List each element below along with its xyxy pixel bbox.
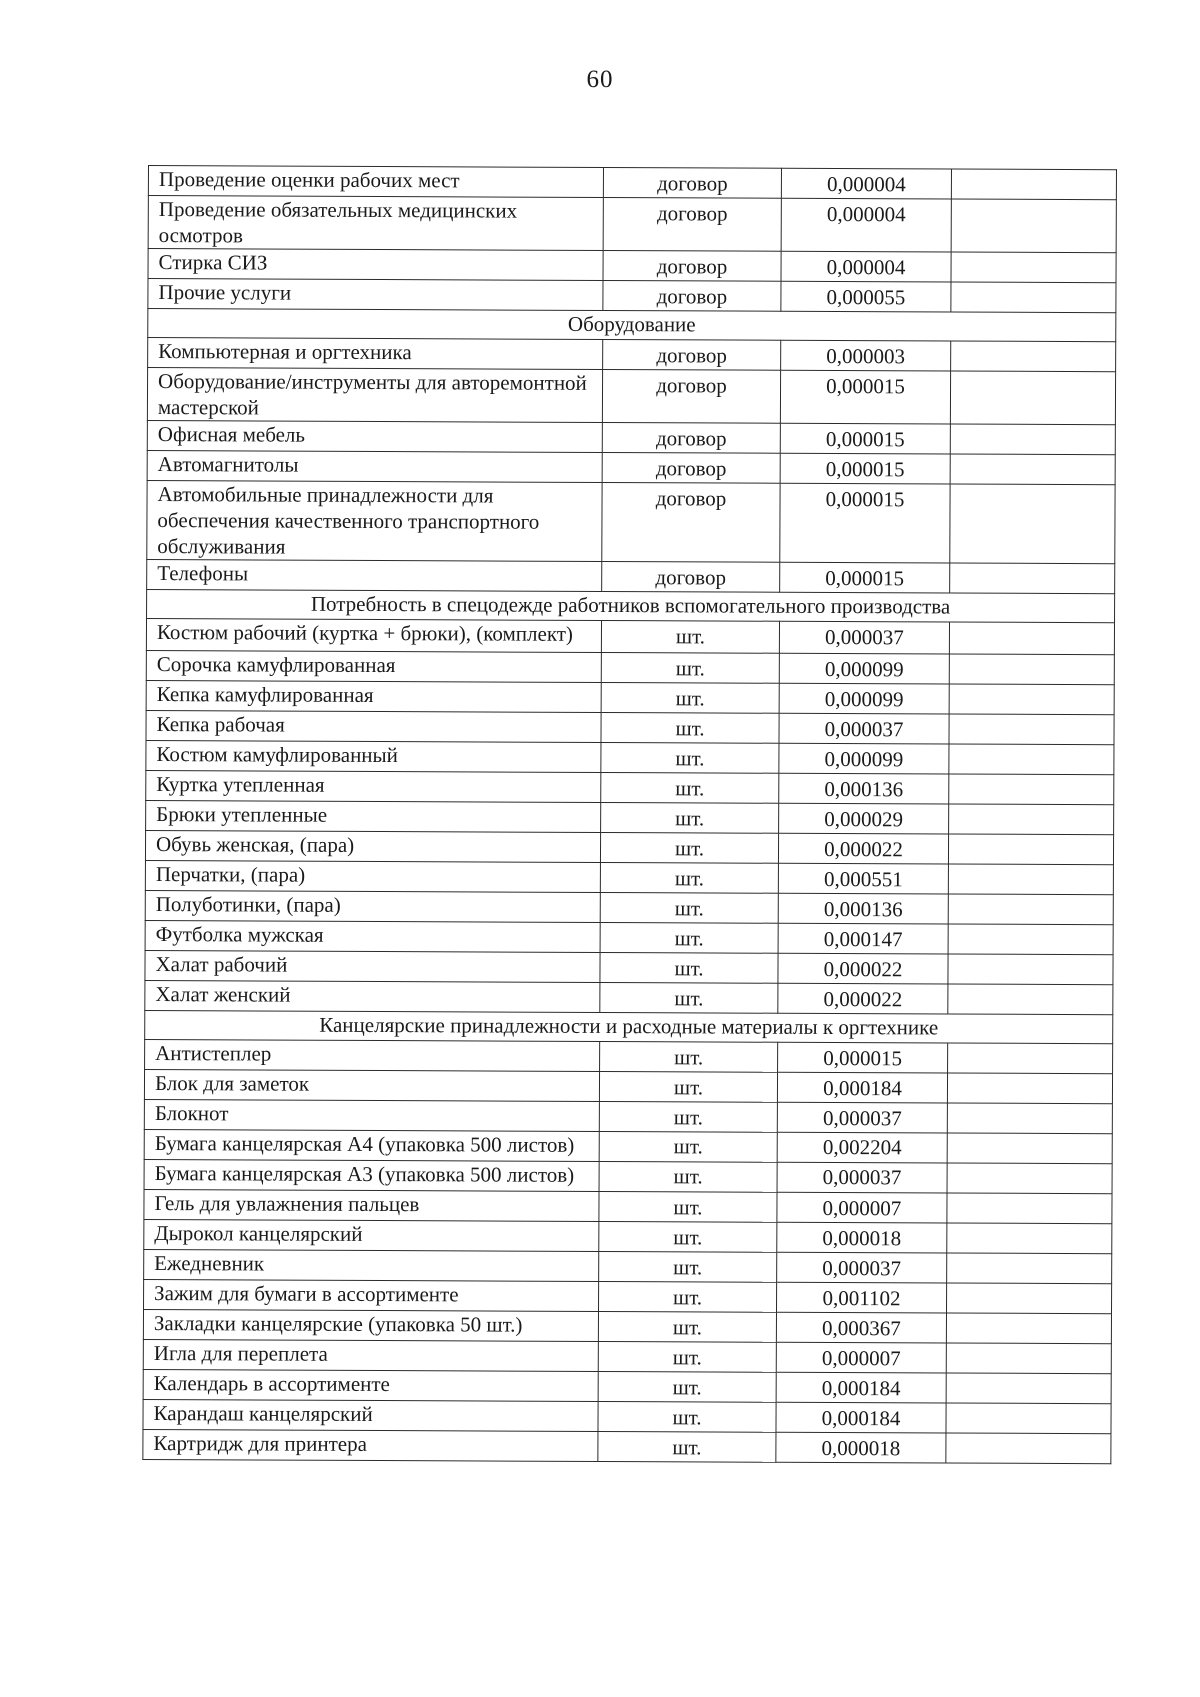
item-name: Сорочка камуфлированная <box>146 650 601 682</box>
item-name: Халат женский <box>145 980 600 1012</box>
item-unit: шт. <box>600 922 778 953</box>
table-row <box>146 770 1114 804</box>
item-unit: шт. <box>599 1221 777 1252</box>
table-row <box>148 249 1116 283</box>
empty-cell <box>950 484 1115 564</box>
item-quantity: 0,000003 <box>781 340 951 371</box>
item-quantity: 0,000099 <box>779 683 949 714</box>
item-name: Бумага канцелярская А3 (упаковка 500 листов) <box>144 1159 599 1191</box>
table-row <box>148 279 1116 313</box>
section-header-row <box>147 589 1115 622</box>
table-row <box>147 480 1115 563</box>
item-unit: договор <box>602 561 780 592</box>
table-row <box>144 1249 1112 1283</box>
empty-cell <box>950 424 1115 455</box>
empty-cell <box>946 1373 1111 1404</box>
empty-cell <box>948 1043 1113 1074</box>
table-row <box>145 980 1113 1014</box>
empty-cell <box>949 804 1114 835</box>
page-number: 60 <box>586 66 614 93</box>
item-unit: шт. <box>601 742 779 773</box>
item-unit: шт. <box>599 1281 777 1312</box>
empty-cell <box>949 774 1114 805</box>
item-unit: договор <box>603 167 781 198</box>
table-row <box>147 420 1115 454</box>
section-title: Потребность в спецодежде работников вспомогательного производства <box>147 589 1115 622</box>
item-unit: шт. <box>601 772 779 803</box>
empty-cell <box>948 924 1113 955</box>
section-title: Канцелярские принадлежности и расходные материалы к оргтехнике <box>145 1010 1113 1043</box>
item-name: Зажим для бумаги в ассортименте <box>144 1279 599 1311</box>
item-name: Картридж для принтера <box>143 1429 598 1461</box>
item-unit: шт. <box>600 1041 778 1072</box>
section-header-row <box>145 1010 1113 1043</box>
item-unit: договор <box>602 452 780 483</box>
item-name: Перчатки, (пара) <box>145 860 600 892</box>
item-unit: шт. <box>601 652 779 683</box>
item-name: Стирка СИЗ <box>148 249 603 281</box>
empty-cell <box>947 1103 1112 1134</box>
item-name: Блокнот <box>144 1099 599 1131</box>
empty-cell <box>949 684 1114 715</box>
table-row <box>145 860 1113 894</box>
item-quantity: 0,000004 <box>781 251 951 282</box>
empty-cell <box>948 984 1113 1015</box>
item-quantity: 0,000551 <box>778 863 948 894</box>
empty-cell <box>949 744 1114 775</box>
item-quantity: 0,000037 <box>779 621 949 654</box>
item-name: Костюм камуфлированный <box>146 740 601 772</box>
item-name: Обувь женская, (пара) <box>145 830 600 862</box>
empty-cell <box>951 199 1116 253</box>
item-unit: шт. <box>598 1341 776 1372</box>
item-name: Закладки канцелярские (упаковка 50 шт.) <box>143 1309 598 1341</box>
table-row <box>146 740 1114 774</box>
item-unit: шт. <box>599 1101 777 1132</box>
empty-cell <box>949 714 1114 745</box>
empty-cell <box>947 1223 1112 1254</box>
item-name: Антистеплер <box>145 1039 600 1071</box>
item-unit: шт. <box>598 1401 776 1432</box>
item-name: Халат рабочий <box>145 950 600 982</box>
empty-cell <box>949 654 1114 685</box>
item-quantity: 0,000029 <box>779 803 949 834</box>
item-name: Футболка мужская <box>145 920 600 952</box>
empty-cell <box>946 1283 1111 1314</box>
item-name: Оборудование/инструменты для авторемонтной мастерской <box>147 368 602 423</box>
table-row <box>146 650 1114 684</box>
item-unit: шт. <box>598 1311 776 1342</box>
table-row <box>143 1369 1111 1403</box>
item-name: Ежедневник <box>144 1249 599 1281</box>
empty-cell <box>951 252 1116 283</box>
table-row <box>144 1099 1112 1133</box>
item-name: Автомагнитолы <box>147 450 602 482</box>
item-quantity: 0,000015 <box>780 423 950 454</box>
item-quantity: 0,001102 <box>777 1282 947 1313</box>
item-unit: договор <box>602 422 780 453</box>
item-unit: шт. <box>600 862 778 893</box>
table-row <box>146 680 1114 714</box>
table-row <box>147 559 1115 593</box>
item-unit: договор <box>603 250 781 281</box>
table-row <box>148 196 1116 253</box>
table-row <box>144 1279 1112 1313</box>
empty-cell <box>947 1193 1112 1224</box>
item-quantity: 0,000018 <box>776 1432 946 1463</box>
item-quantity: 0,000136 <box>778 893 948 924</box>
item-name: Костюм рабочий (куртка + брюки), (комплект) <box>146 618 601 652</box>
empty-cell <box>950 371 1115 425</box>
table-row <box>145 1039 1113 1073</box>
table-row <box>147 450 1115 484</box>
item-quantity: 0,000004 <box>781 168 951 199</box>
item-quantity: 0,000037 <box>777 1252 947 1283</box>
item-unit: шт. <box>600 892 778 923</box>
item-unit: шт. <box>598 1431 776 1462</box>
empty-cell <box>949 622 1114 655</box>
item-unit: шт. <box>600 952 778 983</box>
empty-cell <box>950 563 1115 594</box>
item-quantity: 0,000022 <box>778 983 948 1014</box>
item-name: Игла для переплета <box>143 1339 598 1371</box>
item-name: Календарь в ассортименте <box>143 1369 598 1401</box>
empty-cell <box>948 894 1113 925</box>
item-quantity: 0,000136 <box>779 773 949 804</box>
item-quantity: 0,000099 <box>779 743 949 774</box>
item-quantity: 0,000015 <box>780 562 950 593</box>
item-quantity: 0,000015 <box>778 1042 948 1073</box>
item-unit: шт. <box>600 982 778 1013</box>
table-row <box>145 950 1113 984</box>
item-quantity: 0,000367 <box>776 1312 946 1343</box>
table-row <box>145 890 1113 924</box>
table-row <box>143 1309 1111 1343</box>
item-quantity: 0,000184 <box>776 1402 946 1433</box>
item-quantity: 0,000184 <box>776 1372 946 1403</box>
norms-table-body <box>143 166 1117 1464</box>
item-unit: шт. <box>600 832 778 863</box>
empty-cell <box>951 169 1116 200</box>
empty-cell <box>946 1313 1111 1344</box>
item-name: Проведение обязательных медицинских осмотров <box>148 196 603 251</box>
norms-table <box>142 165 1117 1464</box>
table-row <box>144 1069 1112 1103</box>
item-name: Офисная мебель <box>147 420 602 452</box>
table-row <box>148 338 1116 372</box>
item-quantity: 0,000037 <box>779 713 949 744</box>
empty-cell <box>946 1403 1111 1434</box>
table-row <box>148 166 1116 200</box>
table-row <box>144 1159 1112 1193</box>
empty-cell <box>951 341 1116 372</box>
item-quantity: 0,000099 <box>779 653 949 684</box>
item-quantity: 0,000147 <box>778 923 948 954</box>
item-name: Полуботинки, (пара) <box>145 890 600 922</box>
item-name: Куртка утепленная <box>146 770 601 802</box>
table-row <box>145 920 1113 954</box>
table-row <box>144 1129 1112 1163</box>
item-name: Прочие услуги <box>148 279 603 311</box>
item-name: Автомобильные принадлежности для обеспечения качественного транспортного обслуживания <box>147 480 602 561</box>
empty-cell <box>951 282 1116 313</box>
item-quantity: 0,000015 <box>780 483 950 563</box>
item-quantity: 0,000055 <box>781 281 951 312</box>
item-quantity: 0,000007 <box>776 1342 946 1373</box>
item-quantity: 0,000007 <box>777 1192 947 1223</box>
item-quantity: 0,000022 <box>778 953 948 984</box>
item-quantity: 0,000022 <box>778 833 948 864</box>
item-unit: шт. <box>599 1131 777 1162</box>
item-name: Кепка камуфлированная <box>146 680 601 712</box>
item-name: Проведение оценки рабочих мест <box>148 166 603 198</box>
item-unit: шт. <box>601 802 779 833</box>
item-unit: шт. <box>601 620 779 653</box>
item-unit: договор <box>603 197 781 251</box>
section-header-row <box>148 309 1116 342</box>
item-unit: шт. <box>599 1191 777 1222</box>
item-name: Бумага канцелярская А4 (упаковка 500 листов) <box>144 1129 599 1161</box>
item-name: Карандаш канцелярский <box>143 1399 598 1431</box>
table-row <box>144 1189 1112 1223</box>
item-unit: шт. <box>599 1251 777 1282</box>
empty-cell <box>948 834 1113 865</box>
empty-cell <box>950 454 1115 485</box>
table-row <box>146 800 1114 834</box>
table-row <box>147 368 1115 425</box>
table-row <box>143 1399 1111 1433</box>
table-row <box>144 1219 1112 1253</box>
item-name: Брюки утепленные <box>146 800 601 832</box>
item-quantity: 0,000018 <box>777 1222 947 1253</box>
item-name: Телефоны <box>147 559 602 591</box>
item-quantity: 0,000184 <box>777 1072 947 1103</box>
table-row <box>143 1339 1111 1373</box>
table-row <box>146 710 1114 744</box>
empty-cell <box>947 1073 1112 1104</box>
item-unit: договор <box>602 482 780 562</box>
item-name: Гель для увлажнения пальцев <box>144 1189 599 1221</box>
item-quantity: 0,000015 <box>780 453 950 484</box>
item-quantity: 0,000037 <box>777 1162 947 1193</box>
empty-cell <box>948 954 1113 985</box>
item-unit: шт. <box>599 1071 777 1102</box>
empty-cell <box>946 1343 1111 1374</box>
item-name: Блок для заметок <box>144 1069 599 1101</box>
empty-cell <box>947 1163 1112 1194</box>
item-quantity: 0,002204 <box>777 1132 947 1163</box>
item-name: Компьютерная и оргтехника <box>148 338 603 370</box>
item-unit: договор <box>603 339 781 370</box>
item-quantity: 0,000037 <box>777 1102 947 1133</box>
table-row <box>145 830 1113 864</box>
item-unit: договор <box>603 280 781 311</box>
item-name: Кепка рабочая <box>146 710 601 742</box>
empty-cell <box>946 1433 1111 1464</box>
table-row <box>146 618 1114 654</box>
item-unit: шт. <box>599 1161 777 1192</box>
item-unit: договор <box>602 369 780 423</box>
item-unit: шт. <box>601 682 779 713</box>
item-unit: шт. <box>598 1371 776 1402</box>
empty-cell <box>947 1133 1112 1164</box>
item-name: Дырокол канцелярский <box>144 1219 599 1251</box>
item-unit: шт. <box>601 712 779 743</box>
section-title: Оборудование <box>148 309 1116 342</box>
table-row <box>143 1429 1111 1463</box>
empty-cell <box>947 1253 1112 1284</box>
empty-cell <box>948 864 1113 895</box>
item-quantity: 0,000004 <box>781 198 951 252</box>
item-quantity: 0,000015 <box>780 370 950 424</box>
